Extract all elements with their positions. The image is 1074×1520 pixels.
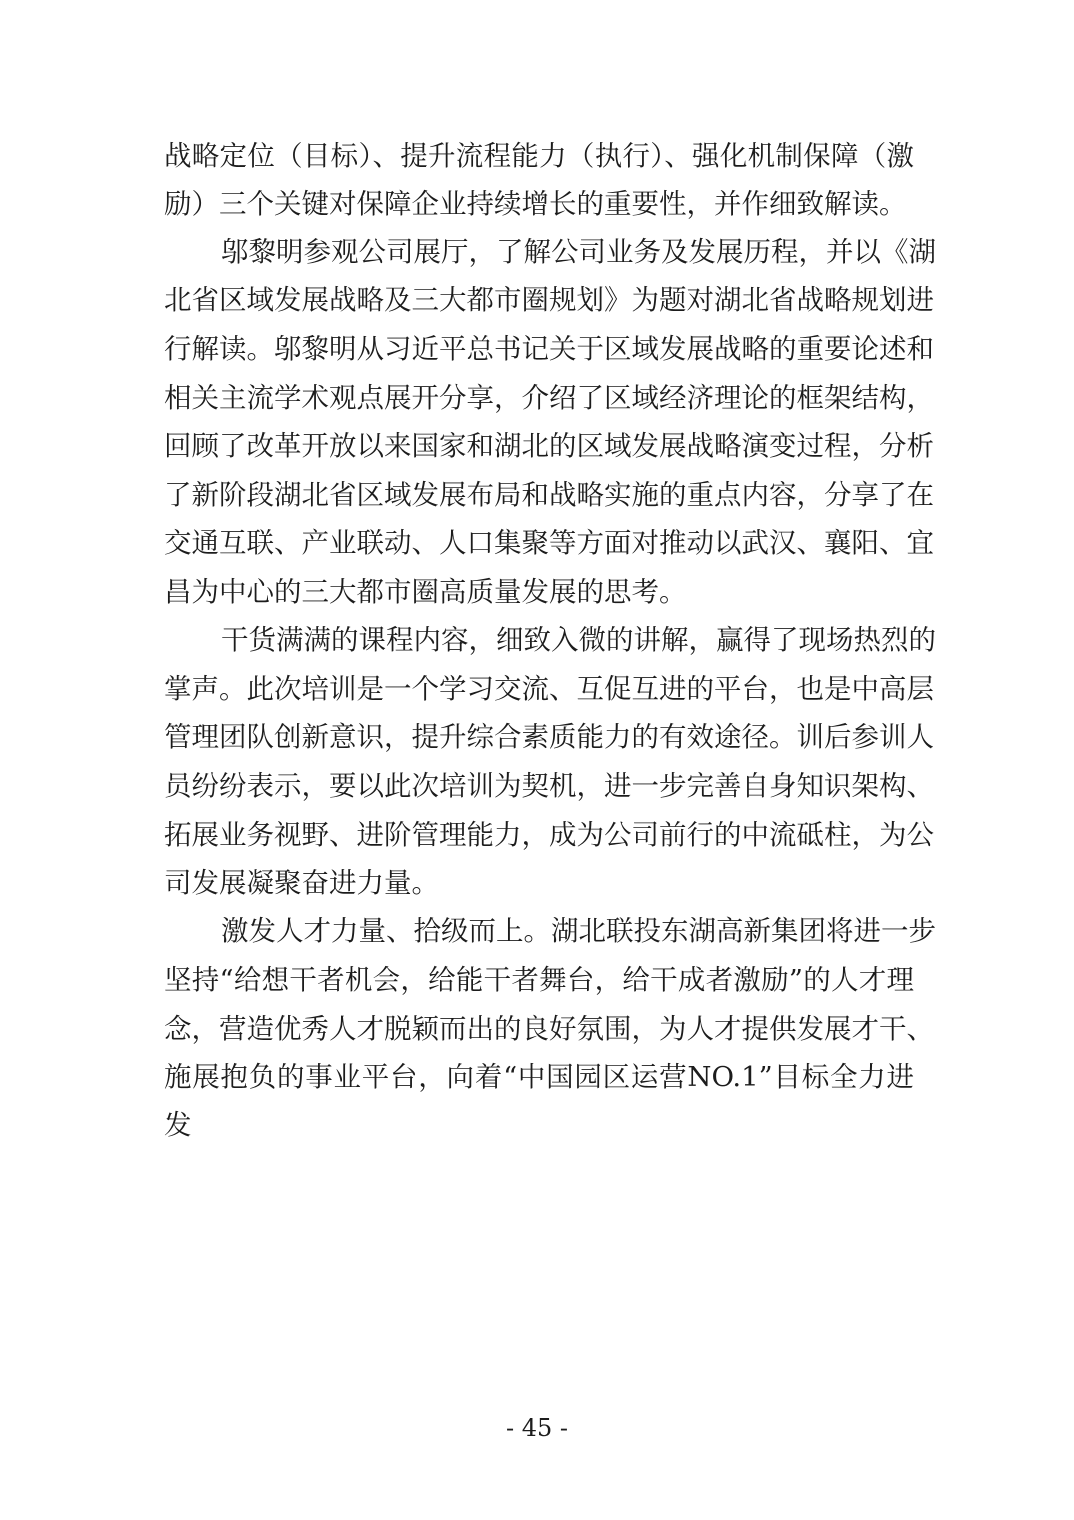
text-line: 励）三个关键对保障企业持续增长的重要性，并作细致解读。 — [164, 188, 907, 220]
text-line: 激发人才力量、拾级而上。湖北联投东湖高新集团将进一步 — [221, 915, 936, 947]
text-line: 坚持“给想干者机会，给能干者舞台，给干成者激励”的人才理 — [164, 964, 914, 996]
text-line: 行解读。邬黎明从习近平总书记关于区域发展战略的重要论述和 — [164, 333, 934, 365]
page-number: - 45 - — [505, 1414, 568, 1442]
text-line: 了新阶段湖北省区域发展布局和战略实施的重点内容，分享了在 — [164, 479, 934, 511]
text-line: 昌为中心的三大都市圈高质量发展的思考。 — [164, 576, 687, 608]
text-line: 战略定位（目标）、提升流程能力（执行）、强化机制保障（激 — [164, 140, 914, 172]
text-line: 管理团队创新意识，提升综合素质能力的有效途径。训后参训人 — [164, 721, 934, 753]
text-line: 交通互联、产业联动、人口集聚等方面对推动以武汉、襄阳、宜 — [164, 527, 934, 559]
text-line: 员纷纷表示，要以此次培训为契机，进一步完善自身知识架构、 — [164, 770, 934, 802]
text-line: 发 — [164, 1109, 192, 1141]
text-line: 邬黎明参观公司展厅，了解公司业务及发展历程，并以《湖 — [221, 236, 936, 268]
text-line: 司发展凝聚奋进力量。 — [164, 867, 439, 899]
text-line: 掌声。此次培训是一个学习交流、互促互进的平台，也是中高层 — [164, 673, 934, 705]
text-line: 念，营造优秀人才脱颖而出的良好氛围，为人才提供发展才干、 — [164, 1013, 934, 1045]
text-line: 相关主流学术观点展开分享，介绍了区域经济理论的框架结构， — [164, 382, 934, 414]
text-line: 回顾了改革开放以来国家和湖北的区域发展战略演变过程，分析 — [164, 430, 934, 462]
text-line: 干货满满的课程内容，细致入微的讲解，赢得了现场热烈的 — [221, 624, 936, 656]
text-line: 拓展业务视野、进阶管理能力，成为公司前行的中流砥柱，为公 — [164, 819, 934, 851]
text-line: 北省区域发展战略及三大都市圈规划》为题对湖北省战略规划进 — [164, 284, 934, 316]
text-line: 施展抱负的事业平台，向着“中国园区运营NO.1”目标全力进 — [164, 1061, 914, 1093]
